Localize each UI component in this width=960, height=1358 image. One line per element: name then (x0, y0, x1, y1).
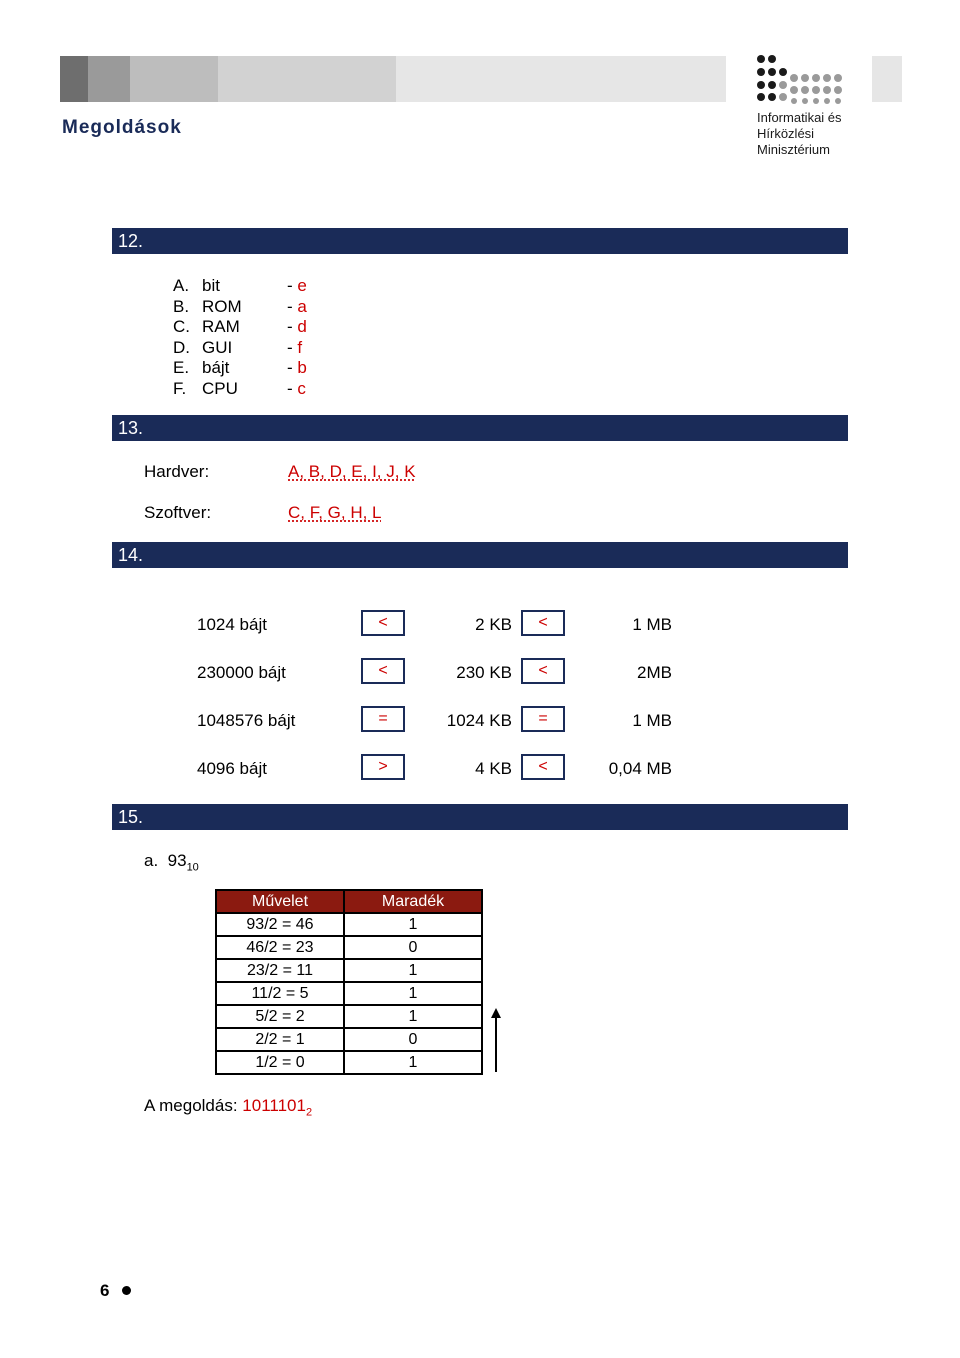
list-item: C. (173, 317, 190, 336)
hardver-label: Hardver: (144, 462, 210, 481)
table-row: 2/2 = 1 0 (216, 1028, 482, 1051)
szoftver-value: C, F, G, H, L (288, 503, 382, 522)
table-row: 1/2 = 0 1 (216, 1051, 482, 1074)
column-header: Maradék (344, 890, 482, 913)
list-item: F. (173, 378, 187, 398)
up-arrow-icon (488, 1006, 504, 1074)
answer: e (297, 276, 307, 295)
term: bit (202, 276, 220, 295)
comparison-operator: < (361, 658, 405, 684)
section-12-header: 12. (112, 228, 848, 254)
comparison-operator: < (521, 610, 565, 636)
table-row: 5/2 = 2 1 (216, 1005, 482, 1028)
division-table (215, 889, 483, 1075)
term: RAM (202, 317, 240, 336)
answer: a (297, 296, 307, 316)
answer: b (297, 358, 307, 377)
bullet-icon (122, 1286, 131, 1295)
ministry-name: Informatikai és Hírközlési Minisztérium (757, 110, 842, 157)
ministry-logo-icon (756, 54, 848, 104)
answer: f (297, 337, 303, 357)
section-14-header: 14. (112, 542, 848, 568)
szoftver-label: Szoftver: (144, 503, 212, 522)
solution: A megoldás: $1011101_2$ (144, 1096, 313, 1119)
answer: d (297, 317, 307, 336)
list-item: E. (173, 358, 190, 377)
task-label: a. $93_{10}$ (144, 851, 199, 874)
term: GUI (202, 337, 233, 357)
table-row: 93/2 = 46 1 (216, 913, 482, 936)
comparison-operator: < (521, 754, 565, 780)
list-item: D. (173, 337, 190, 357)
section-15-header: 15. (112, 804, 848, 830)
term: bájt (202, 358, 230, 377)
answer: c (297, 378, 306, 398)
section-13-header: 13. (112, 415, 848, 441)
page-title: Megoldások (62, 117, 182, 138)
term: CPU (202, 378, 238, 398)
comparison-operator: = (521, 706, 565, 732)
column-header: Művelet (216, 890, 344, 913)
table-row: 46/2 = 23 0 (216, 936, 482, 959)
comparison-operator: < (361, 610, 405, 636)
table-row: 11/2 = 5 1 (216, 982, 482, 1005)
list-item: A. (173, 276, 190, 295)
hardver-value: A, B, D, E, I, J, K (288, 462, 416, 481)
comparison-operator: < (521, 658, 565, 684)
comparison-operator: = (361, 706, 405, 732)
table-row: 23/2 = 11 1 (216, 959, 482, 982)
page-number: 6 (100, 1281, 110, 1300)
list-item: B. (173, 296, 190, 316)
comparison-operator: > (361, 754, 405, 780)
term: ROM (202, 296, 242, 316)
